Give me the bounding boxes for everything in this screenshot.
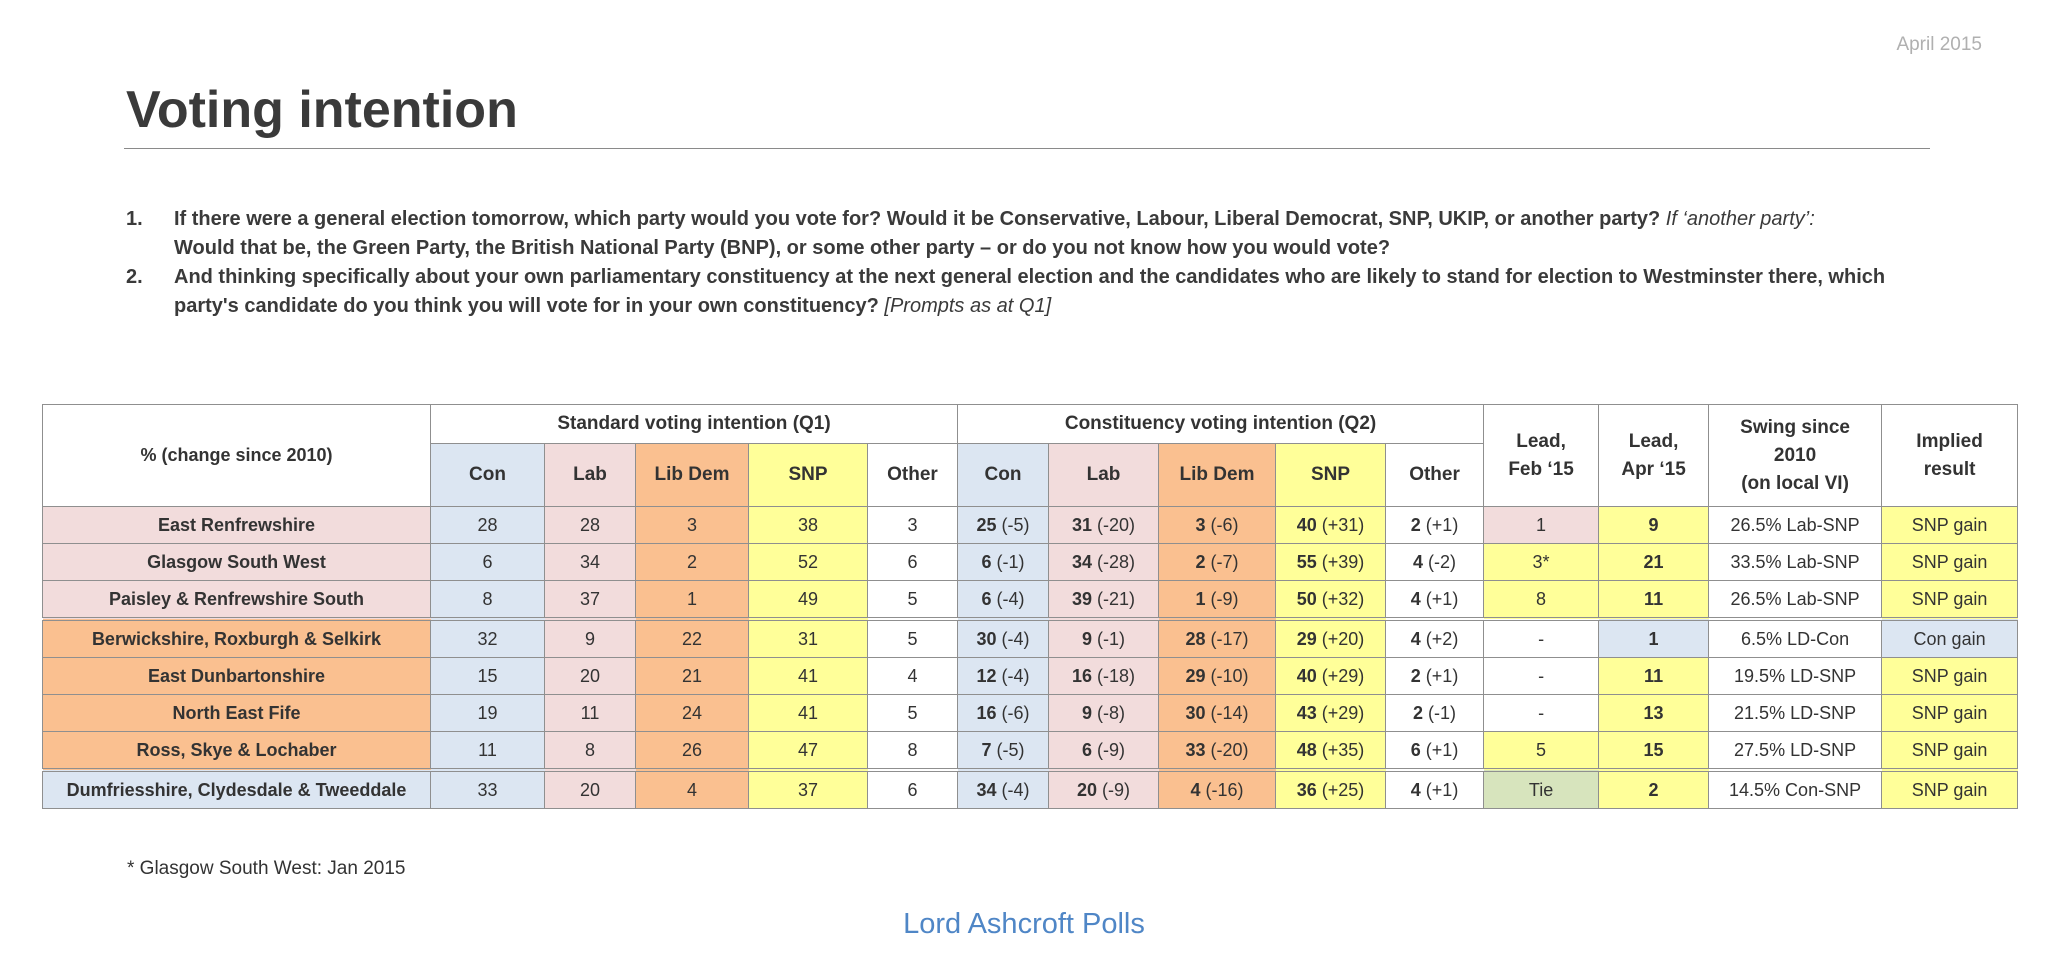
q2-snp-cell <box>1276 619 1386 658</box>
q2-con-cell <box>958 507 1049 544</box>
constituency-name: North East Fife <box>43 695 431 732</box>
q2-other-cell <box>1386 770 1484 809</box>
question-prompt: If ‘another party’: <box>1665 208 1815 230</box>
q1-lab-cell: 8 <box>545 732 636 771</box>
report-date: April 2015 <box>1896 34 1982 55</box>
table-corner-label: % (change since 2010) <box>43 405 431 507</box>
lead-apr-cell: 9 <box>1599 507 1709 544</box>
q2-change: (-4) <box>1001 628 1030 649</box>
q1-libdem-cell: 24 <box>636 695 749 732</box>
q2-change: (-16) <box>1205 779 1244 800</box>
q1-lab-cell: 34 <box>545 544 636 581</box>
q2-share: 4 <box>1413 551 1424 572</box>
q1-lab-cell: 11 <box>545 695 636 732</box>
q2-share: 39 <box>1071 588 1093 609</box>
q2-change: (-5) <box>1001 514 1030 535</box>
q2-share: 40 <box>1296 514 1317 535</box>
swing-cell: 14.5% Con-SNP <box>1709 770 1882 809</box>
q2-change: (+1) <box>1425 739 1459 760</box>
q2-con-cell <box>958 770 1049 809</box>
q2-change: (-9) <box>1097 739 1126 760</box>
q2-libdem-cell <box>1159 581 1276 620</box>
q1-lab-cell: 37 <box>545 581 636 620</box>
q2-change: (+31) <box>1321 514 1365 535</box>
header-q1-con: Con <box>431 444 545 507</box>
q1-lab-cell: 9 <box>545 619 636 658</box>
q2-change: (+25) <box>1321 779 1365 800</box>
q2-share: 7 <box>981 739 992 760</box>
q2-share: 20 <box>1076 779 1098 800</box>
table-row <box>43 770 2018 809</box>
q1-snp-cell: 47 <box>749 732 868 771</box>
lead-feb-cell: - <box>1484 619 1599 658</box>
q1-libdem-cell: 1 <box>636 581 749 620</box>
q2-change: (-8) <box>1097 702 1126 723</box>
title-divider <box>124 148 1930 149</box>
q2-share: 2 <box>1413 702 1424 723</box>
constituency-name: Paisley & Renfrewshire South <box>43 581 431 620</box>
q2-share: 3 <box>1195 514 1206 535</box>
q2-share: 40 <box>1296 665 1317 686</box>
q2-con-cell <box>958 658 1049 695</box>
q2-share: 6 <box>981 551 992 572</box>
header-lead-feb: Lead, Feb ‘15 <box>1484 405 1599 507</box>
q2-change: (+2) <box>1425 628 1459 649</box>
implied-result-cell: SNP gain <box>1882 544 2018 581</box>
q2-con-cell <box>958 695 1049 732</box>
q2-snp-cell <box>1276 732 1386 771</box>
table-row <box>43 695 2018 732</box>
q1-libdem-cell: 21 <box>636 658 749 695</box>
q2-other-cell <box>1386 507 1484 544</box>
q2-share: 30 <box>976 628 997 649</box>
table-header-groups <box>43 405 2018 444</box>
q2-lab-cell <box>1049 507 1159 544</box>
question-text-continued: Would that be, the Green Party, the British National Party (BNP), or some other party – or do you not know how you would vote? <box>174 237 1391 259</box>
header-swing: Swing since 2010 (on local VI) <box>1709 405 1882 507</box>
q2-con-cell <box>958 619 1049 658</box>
swing-cell: 26.5% Lab-SNP <box>1709 507 1882 544</box>
q2-change: (-1) <box>1097 628 1126 649</box>
q1-snp-cell: 41 <box>749 658 868 695</box>
q2-share: 2 <box>1410 665 1421 686</box>
q2-change: (+39) <box>1321 551 1365 572</box>
lead-apr-cell: 1 <box>1599 619 1709 658</box>
q2-share: 48 <box>1296 739 1317 760</box>
group-header-q1: Standard voting intention (Q1) <box>431 405 958 444</box>
constituency-name: East Dunbartonshire <box>43 658 431 695</box>
q2-change: (-10) <box>1210 665 1249 686</box>
lead-feb-cell: 8 <box>1484 581 1599 620</box>
q2-change: (-5) <box>996 739 1025 760</box>
lead-apr-cell: 2 <box>1599 770 1709 809</box>
swing-cell: 26.5% Lab-SNP <box>1709 581 1882 620</box>
header-q1-lab: Lab <box>545 444 636 507</box>
swing-cell: 27.5% LD-SNP <box>1709 732 1882 771</box>
question-prompt: [Prompts as at Q1] <box>884 295 1052 317</box>
q1-snp-cell: 49 <box>749 581 868 620</box>
lead-feb-cell: Tie <box>1484 770 1599 809</box>
q2-lab-cell <box>1049 581 1159 620</box>
q1-other-cell: 3 <box>868 507 958 544</box>
q2-libdem-cell <box>1159 770 1276 809</box>
q2-lab-cell <box>1049 732 1159 771</box>
q2-share: 6 <box>1082 739 1093 760</box>
q2-share: 28 <box>1185 628 1206 649</box>
q2-share: 4 <box>1190 779 1201 800</box>
q2-libdem-cell <box>1159 695 1276 732</box>
lead-feb-cell: - <box>1484 695 1599 732</box>
q1-lab-cell: 20 <box>545 770 636 809</box>
q2-share: 25 <box>976 514 997 535</box>
table-row <box>43 658 2018 695</box>
question-1 <box>126 205 1926 263</box>
q2-share: 43 <box>1296 702 1317 723</box>
footnote: * Glasgow South West: Jan 2015 <box>127 858 406 879</box>
q2-snp-cell <box>1276 770 1386 809</box>
lead-apr-cell: 21 <box>1599 544 1709 581</box>
q2-other-cell <box>1386 732 1484 771</box>
header-q2-other: Other <box>1386 444 1484 507</box>
q2-share: 30 <box>1185 702 1206 723</box>
lead-feb-cell: 1 <box>1484 507 1599 544</box>
table-row <box>43 544 2018 581</box>
q1-con-cell: 32 <box>431 619 545 658</box>
q2-libdem-cell <box>1159 619 1276 658</box>
brand-logo-text: Lord Ashcroft Polls <box>903 908 1145 940</box>
q2-change: (+32) <box>1321 588 1365 609</box>
table-row <box>43 507 2018 544</box>
q2-share: 31 <box>1071 514 1093 535</box>
q2-share: 55 <box>1296 551 1317 572</box>
q1-other-cell: 5 <box>868 619 958 658</box>
q2-change: (+20) <box>1321 628 1365 649</box>
q2-other-cell <box>1386 658 1484 695</box>
question-text: And thinking specifically about your own parliamentary constituency at the next general election and the candidates who are likely to stand for election to Westminster there, which <box>174 266 1886 288</box>
q2-share: 4 <box>1410 588 1421 609</box>
q2-snp-cell <box>1276 544 1386 581</box>
implied-result-cell: SNP gain <box>1882 658 2018 695</box>
q2-change: (-1) <box>996 551 1025 572</box>
q2-share: 6 <box>981 588 992 609</box>
implied-result-cell: SNP gain <box>1882 507 2018 544</box>
q2-change: (-9) <box>1210 588 1239 609</box>
q2-snp-cell <box>1276 658 1386 695</box>
q2-share: 29 <box>1296 628 1317 649</box>
q2-snp-cell <box>1276 695 1386 732</box>
q2-change: (-18) <box>1097 665 1136 686</box>
question-2 <box>126 263 1926 321</box>
header-q2-lab: Lab <box>1049 444 1159 507</box>
q1-lab-cell: 28 <box>545 507 636 544</box>
q1-con-cell: 19 <box>431 695 545 732</box>
q2-snp-cell <box>1276 581 1386 620</box>
q2-share: 6 <box>1410 739 1421 760</box>
lead-feb-cell: - <box>1484 658 1599 695</box>
table-row <box>43 619 2018 658</box>
q2-lab-cell <box>1049 619 1159 658</box>
lead-apr-cell: 11 <box>1599 581 1709 620</box>
q2-share: 9 <box>1082 628 1093 649</box>
q2-other-cell <box>1386 695 1484 732</box>
implied-result-cell: Con gain <box>1882 619 2018 658</box>
q2-lab-cell <box>1049 770 1159 809</box>
swing-cell: 19.5% LD-SNP <box>1709 658 1882 695</box>
q2-con-cell <box>958 732 1049 771</box>
constituency-name: Berwickshire, Roxburgh & Selkirk <box>43 619 431 658</box>
constituency-name: Glasgow South West <box>43 544 431 581</box>
header-q1-other: Other <box>868 444 958 507</box>
q1-con-cell: 28 <box>431 507 545 544</box>
q1-con-cell: 11 <box>431 732 545 771</box>
lead-apr-cell: 13 <box>1599 695 1709 732</box>
lead-apr-cell: 15 <box>1599 732 1709 771</box>
q2-change: (+29) <box>1321 702 1365 723</box>
constituency-name: East Renfrewshire <box>43 507 431 544</box>
q2-libdem-cell <box>1159 732 1276 771</box>
q1-snp-cell: 41 <box>749 695 868 732</box>
q1-snp-cell: 38 <box>749 507 868 544</box>
lead-feb-cell: 3* <box>1484 544 1599 581</box>
q2-share: 16 <box>1071 665 1093 686</box>
question-list <box>126 205 1926 321</box>
swing-cell: 6.5% LD-Con <box>1709 619 1882 658</box>
header-q2-snp: SNP <box>1276 444 1386 507</box>
voting-intention-table <box>42 404 2018 809</box>
question-number: 2. <box>126 266 143 288</box>
q1-snp-cell: 37 <box>749 770 868 809</box>
q2-share: 4 <box>1410 628 1421 649</box>
question-text: If there were a general election tomorrow, which party would you vote for? Would it be Conservative, Labour, Liberal Democrat, SNP, UKIP, or another party? <box>174 208 1661 230</box>
table-body <box>43 507 2018 809</box>
q2-change: (-6) <box>1210 514 1239 535</box>
q2-libdem-cell <box>1159 507 1276 544</box>
q2-lab-cell <box>1049 658 1159 695</box>
q1-lab-cell: 20 <box>545 658 636 695</box>
constituency-name: Ross, Skye & Lochaber <box>43 732 431 771</box>
swing-cell: 21.5% LD-SNP <box>1709 695 1882 732</box>
lead-apr-cell: 11 <box>1599 658 1709 695</box>
q2-share: 2 <box>1410 514 1421 535</box>
header-q2-libdem: Lib Dem <box>1159 444 1276 507</box>
q2-change: (-21) <box>1097 588 1136 609</box>
q2-libdem-cell <box>1159 658 1276 695</box>
q1-con-cell: 6 <box>431 544 545 581</box>
q1-con-cell: 15 <box>431 658 545 695</box>
q1-other-cell: 5 <box>868 581 958 620</box>
q2-change: (+35) <box>1321 739 1365 760</box>
q2-change: (-14) <box>1210 702 1249 723</box>
q1-snp-cell: 52 <box>749 544 868 581</box>
q1-snp-cell: 31 <box>749 619 868 658</box>
q2-other-cell <box>1386 619 1484 658</box>
q1-other-cell: 6 <box>868 770 958 809</box>
q2-libdem-cell <box>1159 544 1276 581</box>
q2-share: 33 <box>1185 739 1206 760</box>
q2-change: (+29) <box>1321 665 1365 686</box>
q2-change: (-20) <box>1097 514 1136 535</box>
question-text-continued: party's candidate do you think you will vote for in your own constituency? <box>174 295 879 317</box>
q2-share: 4 <box>1410 779 1421 800</box>
q2-change: (-7) <box>1210 551 1239 572</box>
q2-change: (-2) <box>1428 551 1457 572</box>
q2-change: (-1) <box>1428 702 1457 723</box>
q1-other-cell: 4 <box>868 658 958 695</box>
q1-libdem-cell: 22 <box>636 619 749 658</box>
q2-change: (-28) <box>1097 551 1136 572</box>
q2-share: 16 <box>976 702 997 723</box>
q2-change: (+1) <box>1425 665 1459 686</box>
header-q1-libdem: Lib Dem <box>636 444 749 507</box>
q2-share: 12 <box>976 665 997 686</box>
header-implied-result: Implied result <box>1882 405 2018 507</box>
table-row <box>43 581 2018 620</box>
q2-con-cell <box>958 544 1049 581</box>
implied-result-cell: SNP gain <box>1882 695 2018 732</box>
q1-other-cell: 6 <box>868 544 958 581</box>
q2-share: 29 <box>1185 665 1206 686</box>
q2-change: (-20) <box>1210 739 1249 760</box>
table-row <box>43 732 2018 771</box>
swing-cell: 33.5% Lab-SNP <box>1709 544 1882 581</box>
q1-other-cell: 5 <box>868 695 958 732</box>
q2-change: (+1) <box>1425 514 1459 535</box>
q2-change: (+1) <box>1425 588 1459 609</box>
q2-lab-cell <box>1049 544 1159 581</box>
q2-change: (-4) <box>1001 665 1030 686</box>
q2-other-cell <box>1386 544 1484 581</box>
q2-change: (-9) <box>1102 779 1131 800</box>
q1-libdem-cell: 4 <box>636 770 749 809</box>
q2-lab-cell <box>1049 695 1159 732</box>
q1-libdem-cell: 3 <box>636 507 749 544</box>
q2-share: 34 <box>1071 551 1093 572</box>
q1-libdem-cell: 26 <box>636 732 749 771</box>
header-q1-snp: SNP <box>749 444 868 507</box>
q2-share: 9 <box>1082 702 1093 723</box>
q2-change: (-4) <box>996 588 1025 609</box>
lead-feb-cell: 5 <box>1484 732 1599 771</box>
q1-libdem-cell: 2 <box>636 544 749 581</box>
page-title: Voting intention <box>126 81 518 139</box>
q1-con-cell: 8 <box>431 581 545 620</box>
q2-other-cell <box>1386 581 1484 620</box>
q2-share: 34 <box>976 779 997 800</box>
header-lead-apr: Lead, Apr ‘15 <box>1599 405 1709 507</box>
q2-change: (-4) <box>1001 779 1030 800</box>
q2-share: 1 <box>1195 588 1206 609</box>
q2-snp-cell <box>1276 507 1386 544</box>
q2-con-cell <box>958 581 1049 620</box>
q2-change: (-17) <box>1210 628 1249 649</box>
q1-other-cell: 8 <box>868 732 958 771</box>
header-q2-con: Con <box>958 444 1049 507</box>
constituency-name: Dumfriesshire, Clydesdale & Tweeddale <box>43 770 431 809</box>
q2-share: 2 <box>1195 551 1206 572</box>
q2-share: 36 <box>1296 779 1317 800</box>
implied-result-cell: SNP gain <box>1882 770 2018 809</box>
q2-change: (-6) <box>1001 702 1030 723</box>
implied-result-cell: SNP gain <box>1882 732 2018 771</box>
implied-result-cell: SNP gain <box>1882 581 2018 620</box>
group-header-q2: Constituency voting intention (Q2) <box>958 405 1484 444</box>
q1-con-cell: 33 <box>431 770 545 809</box>
question-number: 1. <box>126 208 143 230</box>
q2-share: 50 <box>1296 588 1317 609</box>
q2-change: (+1) <box>1425 779 1459 800</box>
